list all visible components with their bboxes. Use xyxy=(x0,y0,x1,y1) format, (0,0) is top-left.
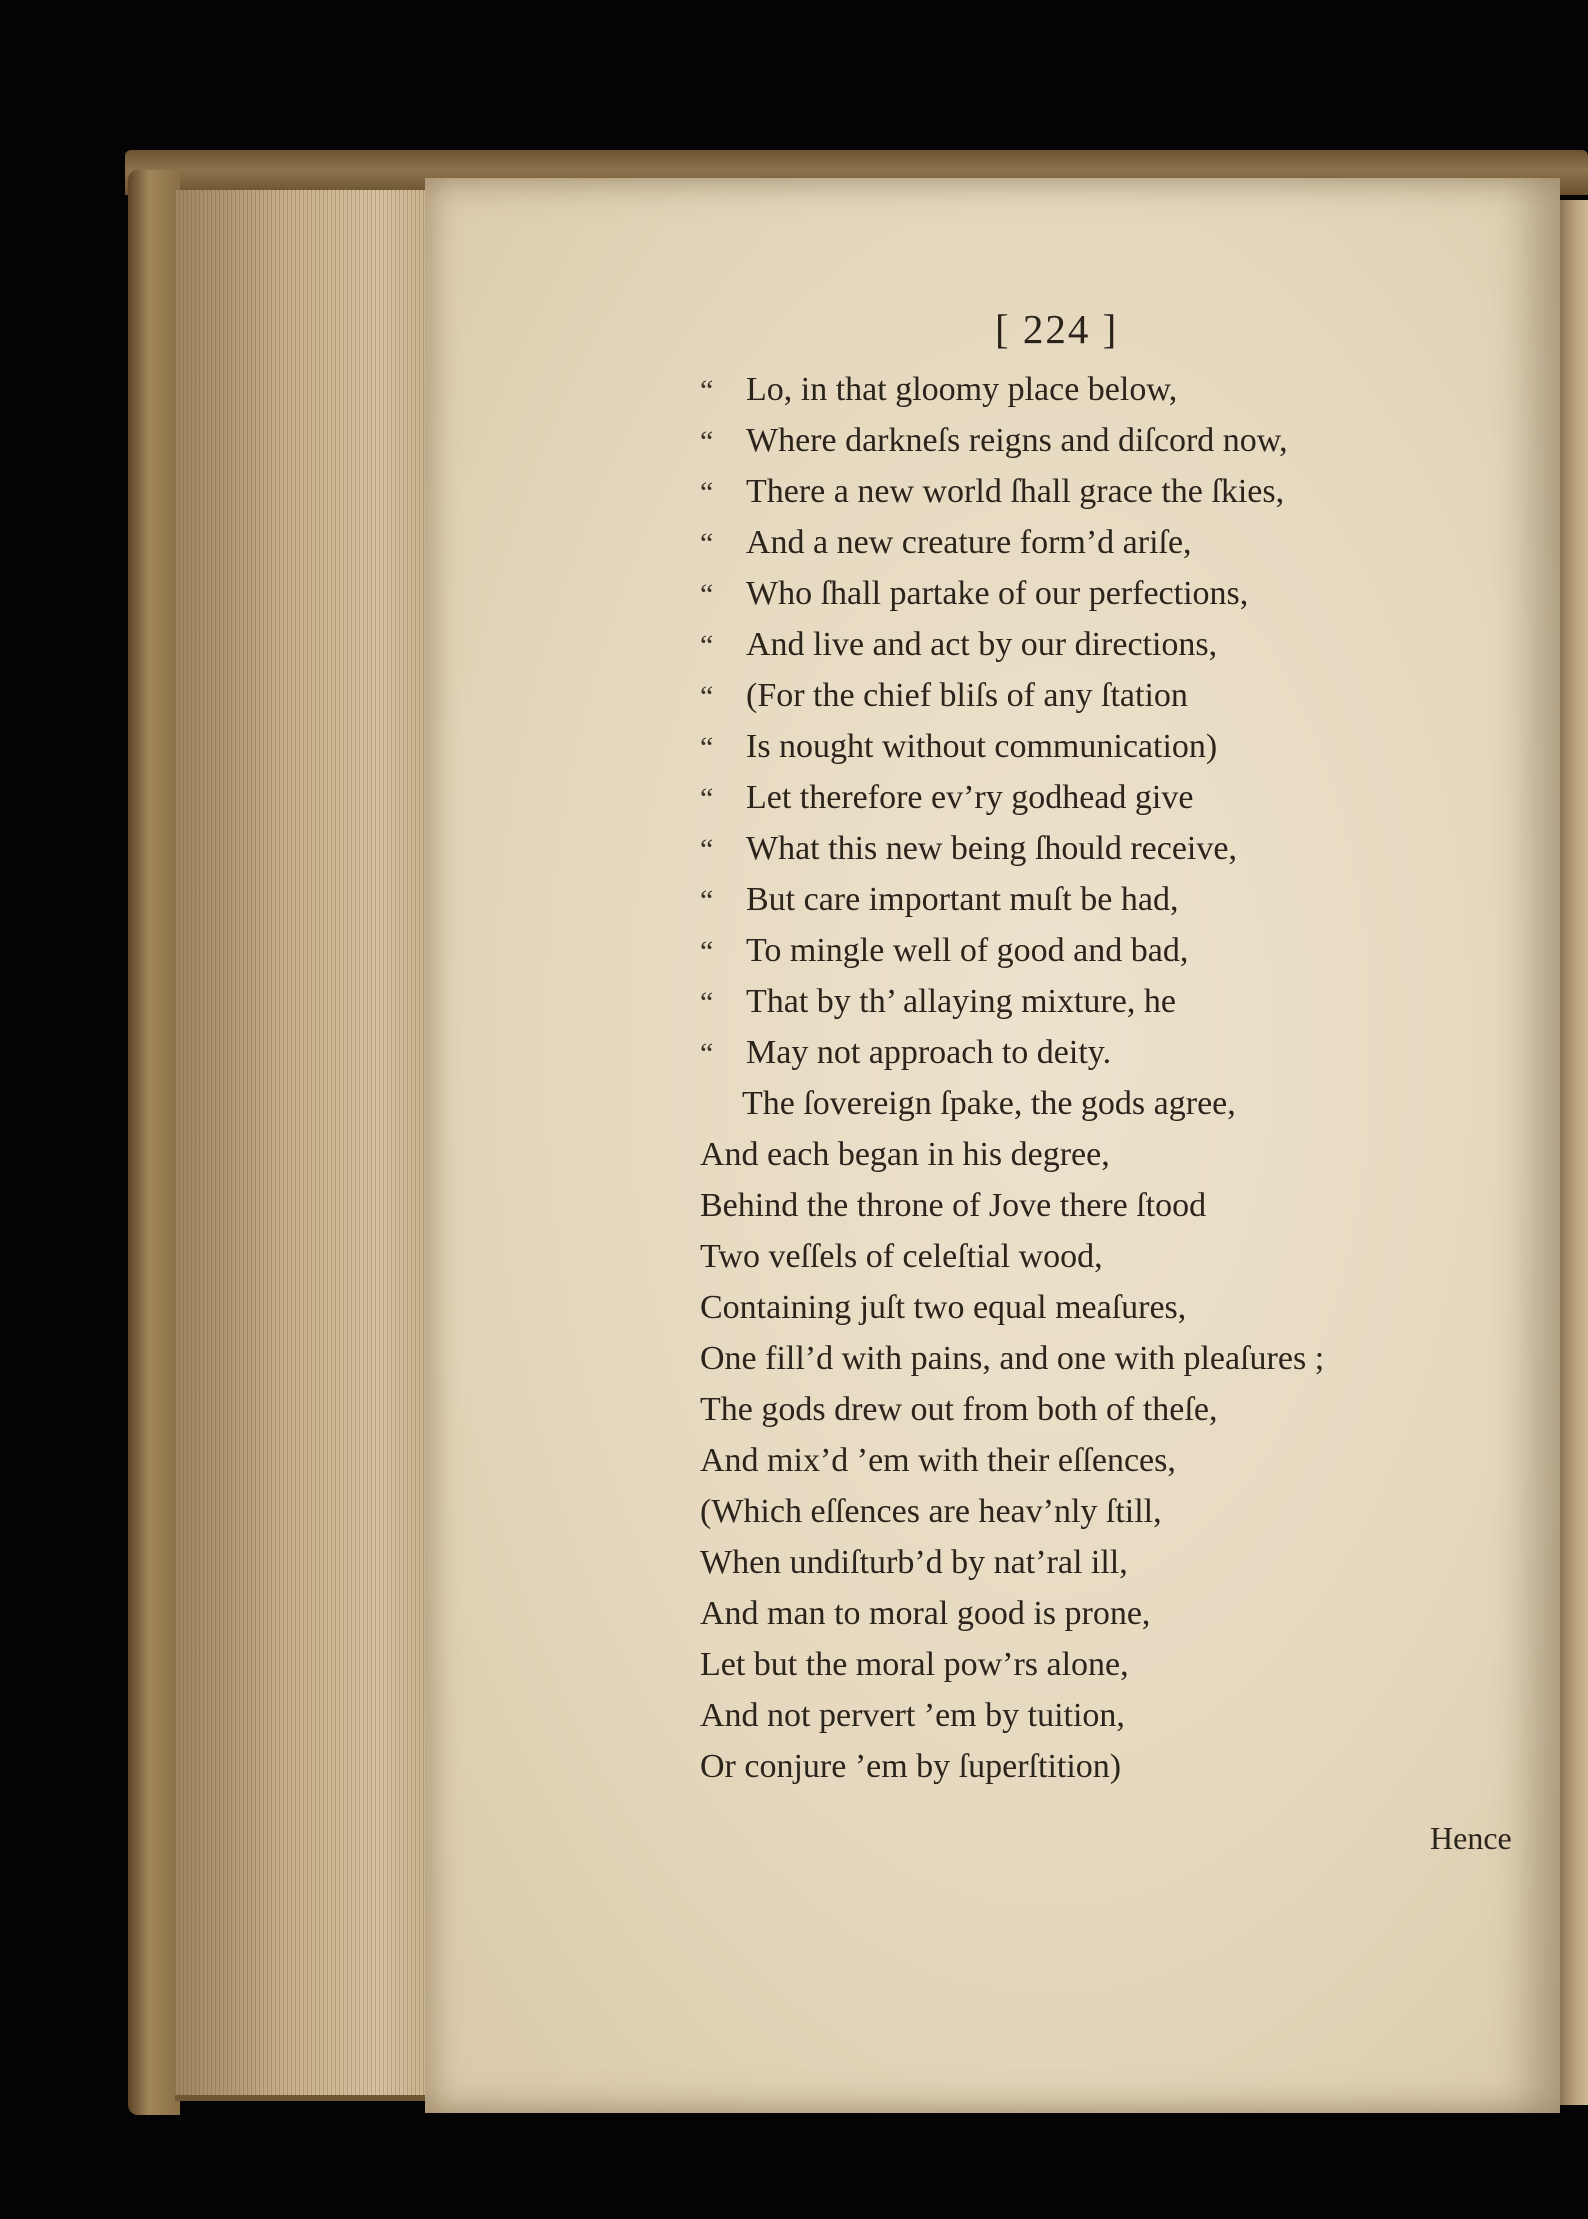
line-text: The ſovereign ſpake, the gods agree, xyxy=(742,1085,1236,1122)
poem-line xyxy=(700,1333,1480,1384)
poem-line xyxy=(700,976,1480,1027)
quote-mark: “ xyxy=(700,476,714,509)
poem-line xyxy=(700,568,1480,619)
poem-line xyxy=(700,1129,1480,1180)
line-text: Or conjure ’em by ſuperſtition) xyxy=(700,1748,1122,1785)
line-text: Where darkneſs reigns and diſcord now, xyxy=(746,422,1288,459)
poem-line xyxy=(700,1486,1480,1537)
poem-line xyxy=(700,1639,1480,1690)
quote-mark: “ xyxy=(700,986,714,1019)
poem-line xyxy=(700,1282,1480,1333)
line-text: One fill’d with pains, and one with pleaſures ; xyxy=(700,1340,1325,1377)
poem-line xyxy=(700,772,1480,823)
quote-mark: “ xyxy=(700,527,714,560)
quote-mark: “ xyxy=(700,425,714,458)
line-text: And not pervert ’em by tuition, xyxy=(700,1697,1125,1734)
line-text: And mix’d ’em with their eſſences, xyxy=(700,1442,1176,1479)
line-text: That by th’ allaying mixture, he xyxy=(746,983,1176,1020)
poem-line xyxy=(700,1435,1480,1486)
line-text: Containing juſt two equal meaſures, xyxy=(700,1289,1187,1326)
poem-line xyxy=(700,721,1480,772)
book-spine-edge xyxy=(128,170,180,2115)
poem-line xyxy=(700,466,1480,517)
poem-line xyxy=(700,619,1480,670)
line-text: What this new being ſhould receive, xyxy=(746,830,1237,867)
poem-text xyxy=(700,364,1480,1792)
line-text: And a new creature form’d ariſe, xyxy=(746,524,1192,561)
poem-line xyxy=(700,1078,1480,1129)
line-text: Let but the moral pow’rs alone, xyxy=(700,1646,1129,1683)
line-text: Is nought without communication) xyxy=(746,728,1218,765)
poem-line xyxy=(700,1690,1480,1741)
line-text: And man to moral good is prone, xyxy=(700,1595,1151,1632)
poem-line xyxy=(700,670,1480,721)
line-text: (For the chief bliſs of any ſtation xyxy=(746,677,1188,714)
poem-line xyxy=(700,1231,1480,1282)
line-text: Who ſhall partake of our perfections, xyxy=(746,575,1249,612)
quote-mark: “ xyxy=(700,374,714,407)
poem-line xyxy=(700,1027,1480,1078)
poem-line xyxy=(700,1180,1480,1231)
quote-mark: “ xyxy=(700,782,714,815)
page-block-edges xyxy=(175,190,430,2101)
quote-mark: “ xyxy=(700,1037,714,1070)
quote-mark: “ xyxy=(700,833,714,866)
poem-line xyxy=(700,415,1480,466)
line-text: Two veſſels of celeſtial wood, xyxy=(700,1238,1103,1275)
poem-line xyxy=(700,874,1480,925)
quote-mark: “ xyxy=(700,935,714,968)
quote-mark: “ xyxy=(700,578,714,611)
quote-mark: “ xyxy=(700,884,714,917)
line-text: May not approach to deity. xyxy=(746,1034,1112,1071)
line-text: Behind the throne of Jove there ſtood xyxy=(700,1187,1207,1224)
poem-line xyxy=(700,823,1480,874)
quote-mark: “ xyxy=(700,629,714,662)
line-text: (Which eſſences are heav’nly ſtill, xyxy=(700,1493,1162,1530)
line-text: To mingle well of good and bad, xyxy=(746,932,1189,969)
poem-line xyxy=(700,517,1480,568)
poem-line xyxy=(700,925,1480,976)
quote-mark: “ xyxy=(700,680,714,713)
line-text: And each began in his degree, xyxy=(700,1136,1110,1173)
poem-line xyxy=(700,1537,1480,1588)
catchword: Hence xyxy=(1430,1820,1512,1856)
poem-line xyxy=(700,1741,1480,1792)
poem-line xyxy=(700,364,1480,415)
poem-line xyxy=(700,1588,1480,1639)
line-text: And live and act by our directions, xyxy=(746,626,1218,663)
line-text: Lo, in that gloomy place below, xyxy=(746,371,1178,408)
line-text: When undiſturb’d by nat’ral ill, xyxy=(700,1544,1128,1581)
quote-mark: “ xyxy=(700,731,714,764)
line-text: There a new world ſhall grace the ſkies, xyxy=(746,473,1285,510)
page-number-header: [ 224 ] xyxy=(995,306,1119,352)
line-text: But care important muſt be had, xyxy=(746,881,1179,918)
line-text: The gods drew out from both of theſe, xyxy=(700,1391,1218,1428)
poem-line xyxy=(700,1384,1480,1435)
line-text: Let therefore ev’ry godhead give xyxy=(746,779,1194,816)
